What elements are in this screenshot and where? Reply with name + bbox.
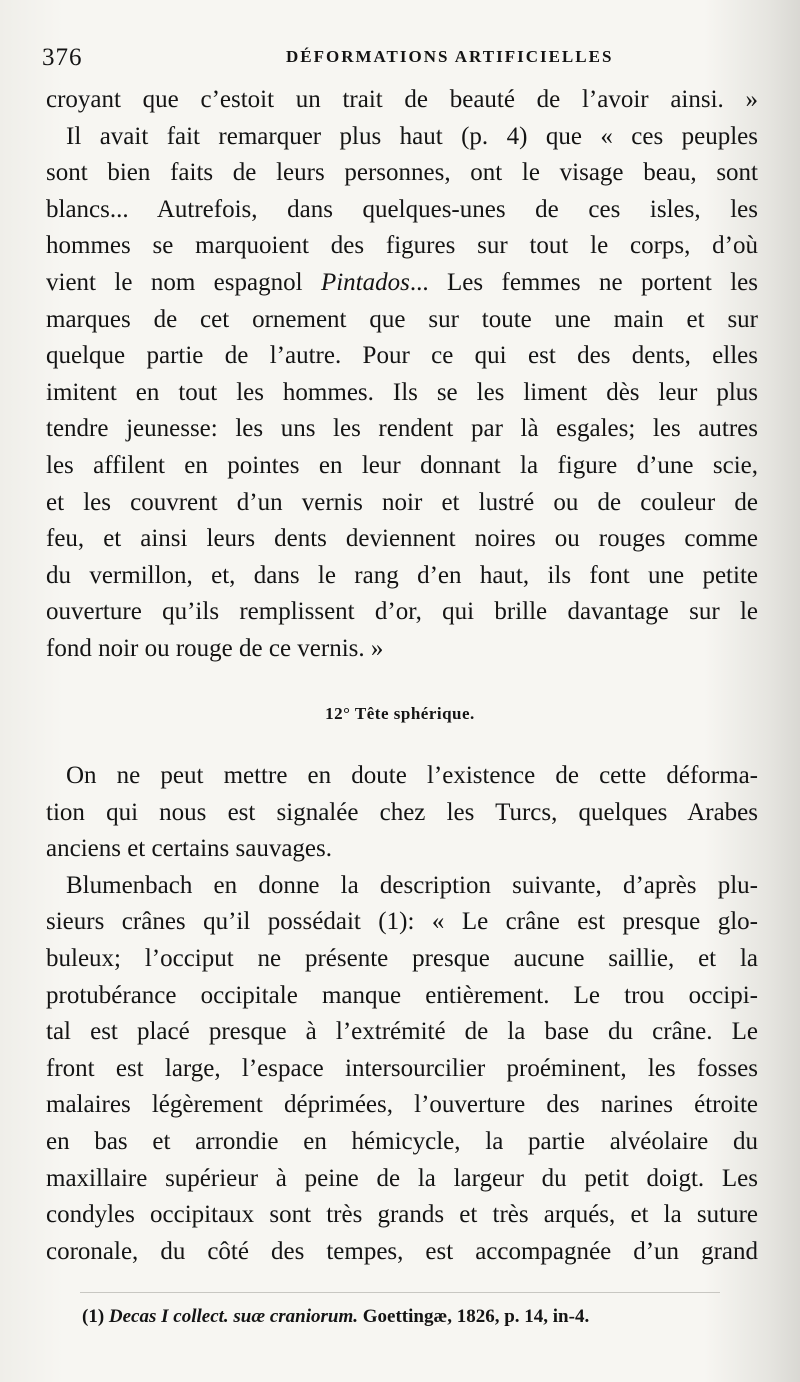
text-line: Blumenbach en donne la description suivante, d’après plu- — [66, 871, 758, 899]
text-line: tal est placé presque à l’extrémité de la base du crâne. Le — [46, 1018, 758, 1046]
text-line: croyant que c’estoit un trait de beauté de l’avoir ainsi. » — [46, 86, 758, 113]
footnote-marker: (1) — [82, 1306, 105, 1327]
footnote-divider — [80, 1292, 720, 1293]
text-line: front est large, l’espace intersourcilier proéminent, les fosses — [46, 1054, 758, 1082]
text-line: tion qui nous est signalée chez les Turcs, quelques Arabes — [46, 798, 758, 826]
text-line: et les couvrent d’un vernis noir et lustré ou de couleur de — [46, 488, 758, 516]
paragraph-2 — [46, 758, 758, 868]
text-line: coronale, du côté des tempes, est accompagnée d’un grand — [46, 1237, 758, 1265]
text-line: sont bien faits de leurs personnes, ont le visage beau, sont — [46, 159, 758, 187]
text-line: maxillaire supérieur à peine de la largeur du petit doigt. Les — [46, 1164, 758, 1192]
paragraphs-2-3 — [46, 758, 758, 1270]
page-header — [40, 44, 760, 74]
text-segment: ... Les femmes ne portent les — [409, 268, 758, 296]
text-line: Il avait fait remarquer plus haut (p. 4) que « ces peuples — [66, 122, 758, 150]
text-line — [46, 265, 758, 302]
paragraph-3 — [46, 868, 758, 1271]
text-line: les affilent en pointes en leur donnant la figure d’une scie, — [46, 451, 758, 479]
running-head: DÉFORMATIONS ARTIFICIELLES — [286, 47, 614, 66]
text-line: en bas et arrondie en hémicycle, la partie alvéolaire du — [46, 1127, 758, 1155]
text-line: ouverture qu’ils remplissent d’or, qui brille davantage sur le — [46, 598, 758, 626]
text-line: tendre jeunesse: les uns les rendent par là esgales; les autres — [46, 415, 758, 443]
text-line: hommes se marquoient des figures sur tout le corps, d’où — [46, 232, 758, 260]
text-line: marques de cet ornement que sur toute une main et sur — [46, 305, 758, 333]
footnote — [82, 1306, 742, 1328]
text-line: sieurs crânes qu’il possédait (1): « Le crâne est presque glo- — [46, 908, 758, 936]
text-line: condyles occipitaux sont très grands et très arqués, et la suture — [46, 1201, 758, 1229]
text-line: malaires légèrement déprimées, l’ouverture des narines étroite — [46, 1091, 758, 1119]
text-segment: vient le nom espagnol — [46, 268, 303, 296]
text-line: buleux; l’occiput ne présente presque aucune saillie, et la — [46, 944, 758, 972]
page-number: 376 — [42, 44, 83, 71]
text-line: blancs... Autrefois, dans quelques-unes de ces isles, les — [46, 195, 758, 223]
paragraph-1 — [46, 82, 758, 668]
text-line: du vermillon, et, dans le rang d’en haut, ils font une petite — [46, 561, 758, 589]
footnote-citation-title: Decas I collect. suæ craniorum. — [108, 1306, 359, 1327]
text-line: feu, et ainsi leurs dents deviennent noires ou rouges comme — [46, 525, 758, 553]
italic-term: Pintados — [320, 268, 410, 296]
text-line: On ne peut mettre en doute l’existence de cette déforma- — [66, 762, 758, 789]
text-line: protubérance occipitale manque entièrement. Le trou occipi- — [46, 981, 758, 1009]
text-line: quelque partie de l’autre. Pour ce qui est des dents, elles — [46, 342, 758, 370]
footnote-citation-details: Goettingæ, 1826, p. 14, in-4. — [362, 1306, 590, 1327]
text-line: imitent en tout les hommes. Ils se les liment dès leur plus — [46, 378, 758, 406]
text-line: fond noir ou rouge de ce vernis. » — [46, 634, 384, 662]
section-heading: 12° Tête sphérique. — [325, 704, 475, 723]
text-line: anciens et certains sauvages. — [46, 835, 332, 863]
